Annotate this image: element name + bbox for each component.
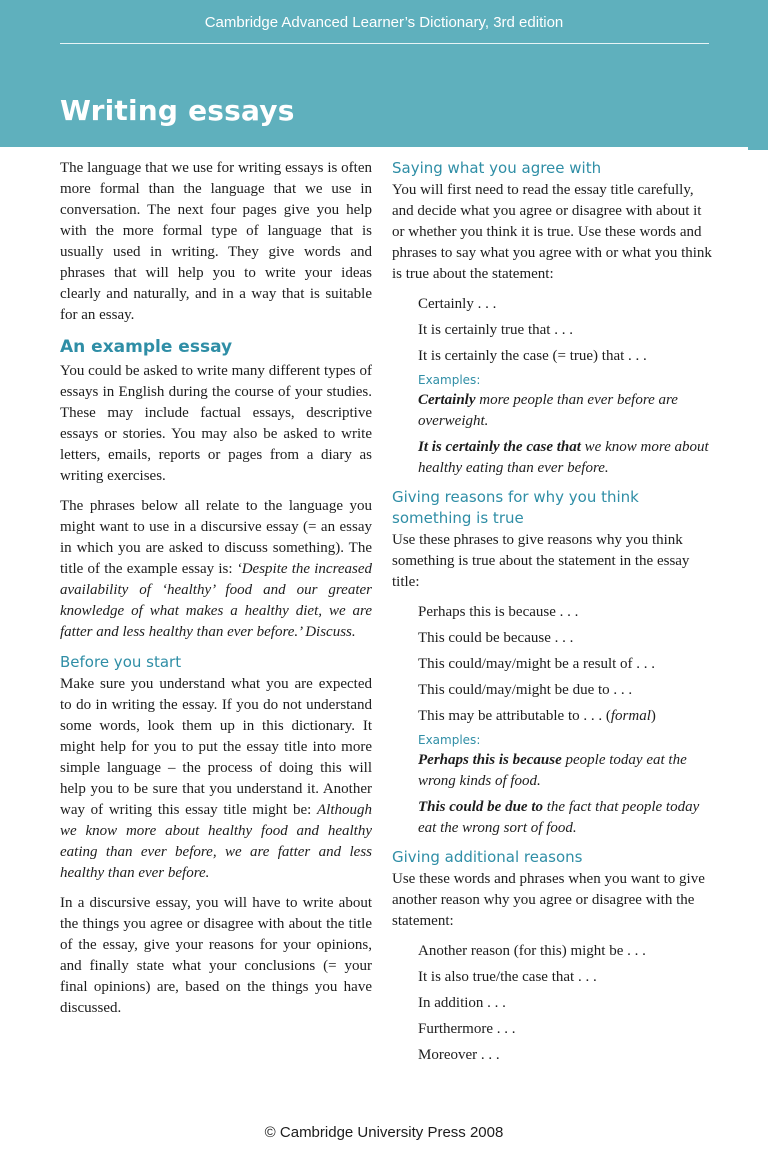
discursive-essay-text: The phrases below all relate to the language you might want to use in a discursive essay (= an essay in which you are asked to discuss something). The title of the example essay is: [60, 498, 372, 577]
agree-intro: You will first need to read the essay title carefully, and decide what you agree or disagree with about it or whether you think it is true. Use these words and phrases to say what you agree with or what you think is true about the statement: [392, 182, 712, 282]
agree-example-list [392, 390, 712, 479]
reasons-intro: Use these phrases to give reasons why you think something is true about the statement in the essay title: [392, 532, 690, 590]
example-phrase: Perhaps this is because [418, 752, 562, 768]
example-item [418, 750, 712, 792]
register-label: formal [610, 708, 651, 724]
rewritten-title: Although we know more about healthy food and healthy eating than ever before, we are fatter and less healthy than ever before. [60, 802, 372, 881]
phrase-item: Perhaps this is because . . . [418, 604, 579, 620]
before-you-start-heading: Before you start [60, 653, 182, 671]
dictionary-title: Cambridge Advanced Learner’s Dictionary, 3rd edition [204, 14, 564, 31]
phrase-close: ) [650, 708, 656, 724]
example-phrase: It is certainly the case that [418, 439, 581, 455]
copyright-footer: © Cambridge University Press 2008 [264, 1124, 504, 1141]
phrase-text: This may be attributable to . . . ( [418, 708, 611, 724]
example-essay-heading: An example essay [60, 337, 233, 357]
intro-paragraph: The language that we use for writing essays is often more formal than the language that we use in conversation. The next four pages give you help with the more formal type of language that is usually used in writing. They give words and phrases that will help you to write your ideas clearly and naturally, and in a way that is suitable for an essay. [60, 160, 372, 323]
reasons-examples-label: Examples: [418, 733, 481, 747]
before-you-start-text: Make sure you understand what you are expected to do in writing the essay. If you do not understand some words, look them up in this dictionary. It might help for you to put the essay title into more simple language – the process of doing this will help you to be sure that you understand it. Another way of writing this essay title might be: [60, 676, 372, 818]
example-sentence: people today eat the wrong kinds of food. [418, 752, 687, 789]
phrase-item: In addition . . . [418, 995, 506, 1011]
phrase-item: This could be because . . . [418, 630, 574, 646]
example-item [418, 797, 712, 839]
before-you-start-paragraph [60, 674, 372, 884]
left-column [60, 158, 372, 1028]
page-title: Writing essays [60, 94, 295, 127]
additional-reasons-heading: Giving additional reasons [392, 848, 583, 866]
example-sentence: the fact that people today eat the wrong sort of food. [418, 799, 700, 836]
phrase-item: Certainly . . . [418, 296, 497, 312]
phrase-item: Furthermore . . . [418, 1021, 516, 1037]
additional-phrase-list [392, 941, 712, 1066]
example-item [418, 390, 712, 432]
additional-reasons-intro: Use these words and phrases when you want to give another reason why you agree or disagree with the statement: [392, 871, 705, 929]
reasons-phrase-list [392, 602, 712, 727]
right-column [392, 158, 712, 1071]
header-tab-decoration [748, 147, 768, 150]
example-item [418, 437, 712, 479]
reasons-example-list [392, 750, 712, 839]
example-sentence: we know more about healthy eating than ever before. [418, 439, 709, 476]
phrase-item: It is also true/the case that . . . [418, 969, 597, 985]
example-phrase: This could be due to [418, 799, 544, 815]
phrase-item: It is certainly the case (= true) that . . . [418, 348, 647, 364]
header-divider [60, 43, 709, 44]
discursive-essay-paragraph [60, 496, 372, 643]
agree-examples-label: Examples: [418, 373, 481, 387]
header-banner [0, 0, 768, 147]
example-essay-title: ‘Despite the increased availability of ‘healthy’ food and our greater knowledge of what makes a healthy diet, we are fatter and less healthy than ever before.’ Discuss. [60, 561, 373, 640]
example-phrase: Certainly [418, 392, 476, 408]
phrase-item: It is certainly true that . . . [418, 322, 573, 338]
phrase-item: This could/may/might be a result of . . . [418, 656, 656, 672]
example-sentence: more people than ever before are overweight. [418, 392, 678, 429]
phrase-item [418, 706, 712, 727]
agree-phrase-list [392, 294, 712, 367]
essay-types-paragraph: You could be asked to write many different types of essays in English during the course of your studies. These may include factual essays, descriptive essays or stories. You may also be asked to write letters, emails, reports or pages from a diary as writing exercises. [60, 363, 372, 484]
phrase-item: This could/may/might be due to . . . [418, 682, 633, 698]
phrase-item: Moreover . . . [418, 1047, 500, 1063]
agree-heading: Saying what you agree with [392, 159, 602, 177]
phrase-item: Another reason (for this) might be . . . [418, 943, 646, 959]
reasons-heading: Giving reasons for why you think something is true [392, 488, 639, 527]
discursive-structure-paragraph: In a discursive essay, you will have to write about the things you agree or disagree with about the title of the essay, give your reasons for your opinions, and finally state what your conclusions (= your final opinions) are, based on the things you have discussed. [60, 895, 372, 1016]
